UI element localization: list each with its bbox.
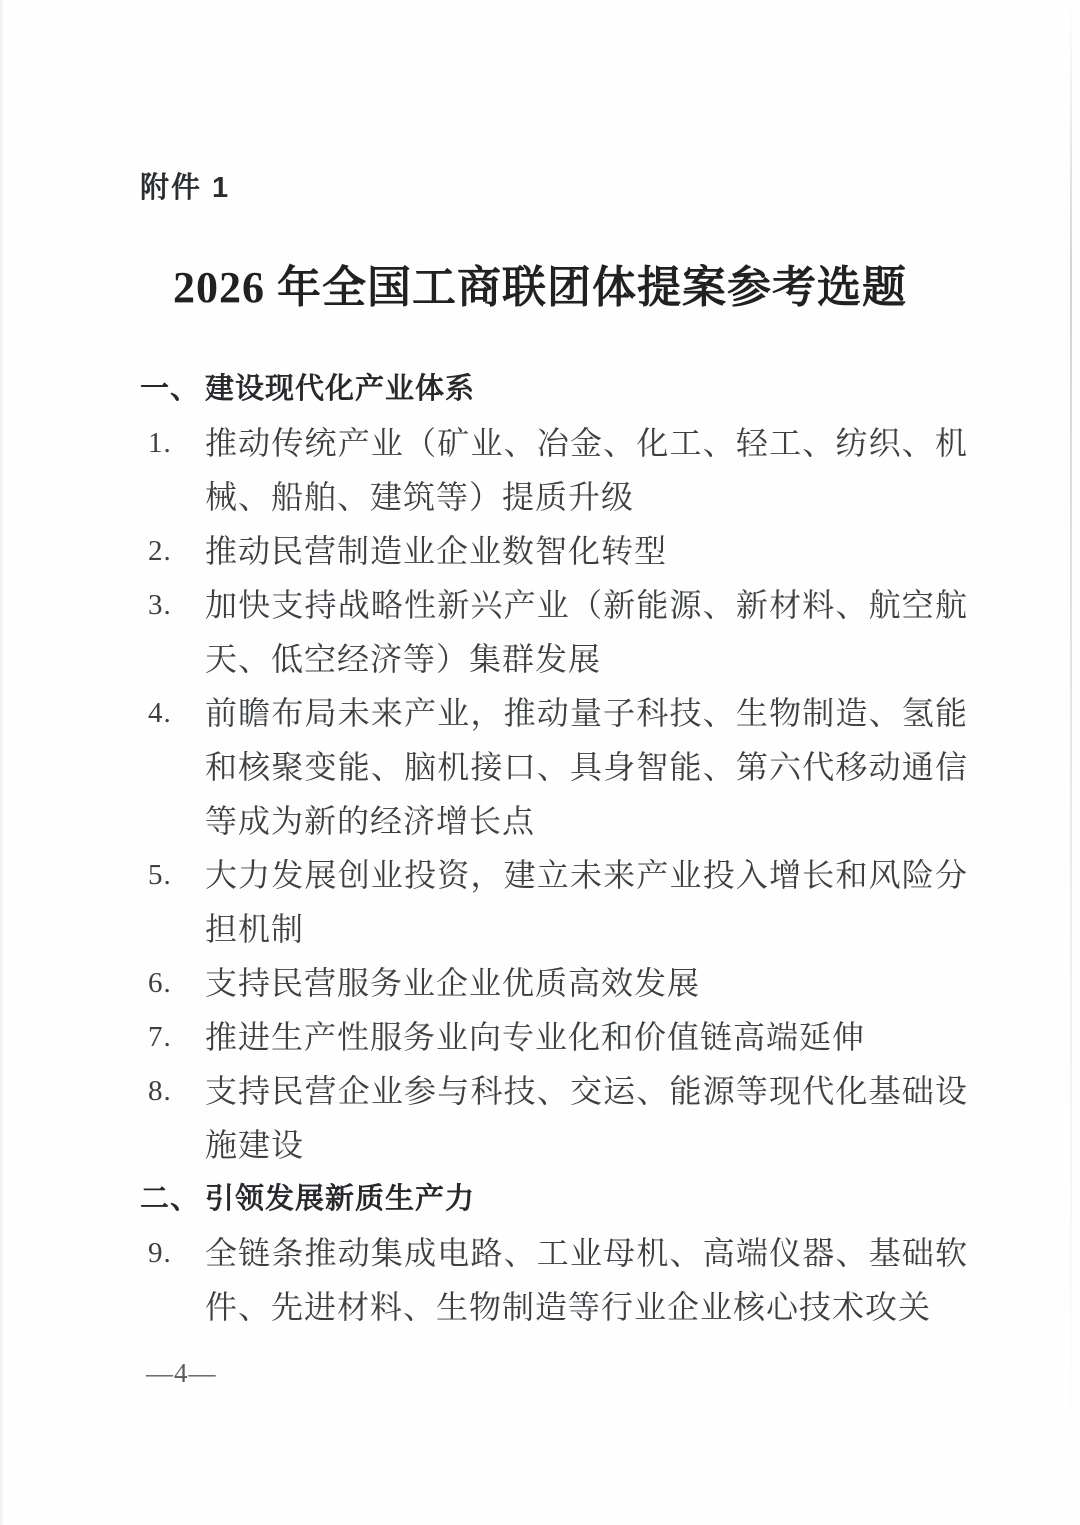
item-number: 3. bbox=[148, 589, 172, 621]
item-number: 9. bbox=[148, 1237, 172, 1269]
item-number: 2. bbox=[148, 535, 172, 567]
item-text: 推动民营制造业企业数智化转型 bbox=[205, 533, 668, 569]
section-number: 一、 bbox=[140, 373, 201, 405]
list-item bbox=[140, 686, 968, 848]
item-text: 大力发展创业投资，建立未来产业投入增长和风险分担机制 bbox=[205, 857, 968, 947]
item-text: 推动传统产业（矿业、冶金、化工、轻工、纺织、机械、船舶、建筑等）提质升级 bbox=[205, 425, 968, 515]
list-item bbox=[140, 848, 968, 956]
item-text: 支持民营服务业企业优质高效发展 bbox=[205, 965, 701, 1001]
section-title: 引领发展新质生产力 bbox=[205, 1183, 476, 1215]
list-item bbox=[140, 416, 968, 524]
section-list bbox=[140, 362, 968, 1334]
item-text: 全链条推动集成电路、工业母机、高端仪器、基础软件、先进材料、生物制造等行业企业核心技术攻关 bbox=[205, 1235, 968, 1325]
item-number: 1. bbox=[148, 427, 172, 459]
section-heading bbox=[140, 1172, 968, 1226]
section-number: 二、 bbox=[140, 1183, 201, 1215]
list-item bbox=[140, 1226, 968, 1334]
list-item bbox=[140, 1010, 968, 1064]
item-number: 6. bbox=[148, 967, 172, 999]
list-item bbox=[140, 956, 968, 1010]
item-text: 推进生产性服务业向专业化和价值链高端延伸 bbox=[205, 1019, 866, 1055]
item-number: 8. bbox=[148, 1075, 172, 1107]
section bbox=[140, 362, 968, 1172]
page-number: —4— bbox=[146, 1358, 217, 1388]
list-item bbox=[140, 1064, 968, 1172]
section-items bbox=[140, 1226, 968, 1334]
list-item bbox=[140, 578, 968, 686]
page-title: 2026 年全国工商联团体提案参考选题 bbox=[173, 263, 907, 312]
item-text: 前瞻布局未来产业，推动量子科技、生物制造、氢能和核聚变能、脑机接口、具身智能、第六代移动通信等成为新的经济增长点 bbox=[205, 695, 968, 839]
list-item bbox=[140, 524, 968, 578]
item-text: 加快支持战略性新兴产业（新能源、新材料、航空航天、低空经济等）集群发展 bbox=[205, 587, 968, 677]
attachment-label: 附件 1 bbox=[140, 172, 231, 204]
section-heading bbox=[140, 362, 968, 416]
item-number: 5. bbox=[148, 859, 172, 891]
section bbox=[140, 1172, 968, 1334]
item-text: 支持民营企业参与科技、交运、能源等现代化基础设施建设 bbox=[205, 1073, 968, 1163]
section-items bbox=[140, 416, 968, 1172]
item-number: 4. bbox=[148, 697, 172, 729]
section-title: 建设现代化产业体系 bbox=[205, 373, 476, 405]
item-number: 7. bbox=[148, 1021, 172, 1053]
